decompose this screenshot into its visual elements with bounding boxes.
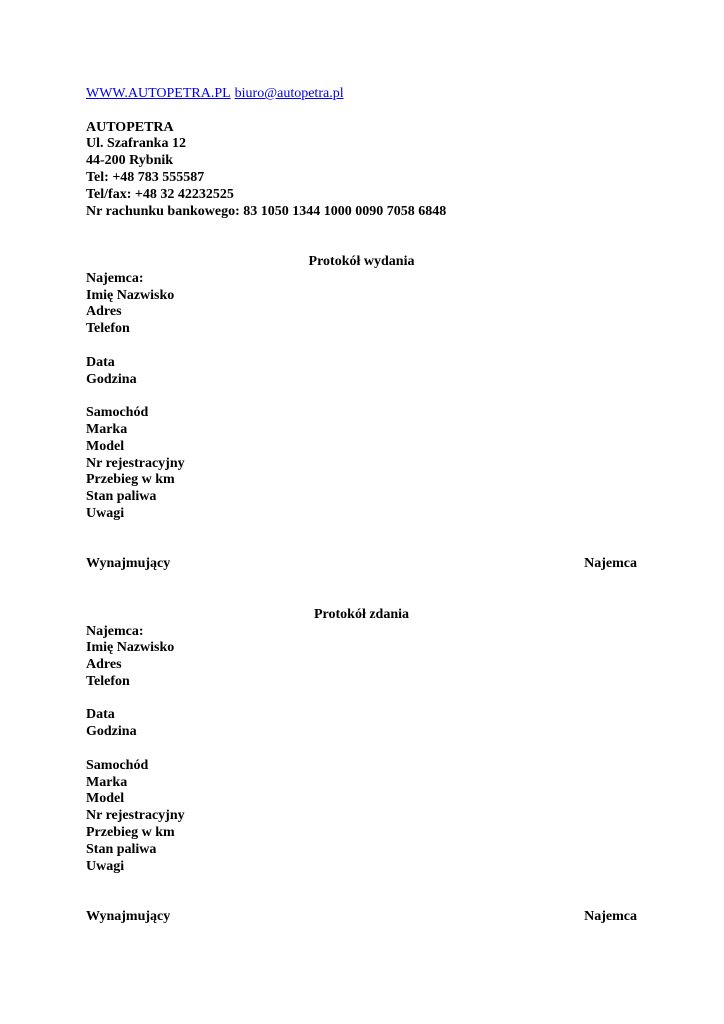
return-renter-signature-label: Najemca <box>584 909 637 925</box>
company-fax: Tel/fax: +48 32 42232525 <box>86 186 234 202</box>
return-protocol <box>86 607 637 926</box>
issue-phone-label: Telefon <box>86 321 130 337</box>
issue-protocol <box>86 254 637 573</box>
issue-lessor-signature-label: Wynajmujący <box>86 556 171 572</box>
company-phone: Tel: +48 783 555587 <box>86 169 205 185</box>
issue-address-label: Adres <box>86 304 122 320</box>
return-renter-label: Najemca: <box>86 623 144 639</box>
return-date-label: Data <box>86 707 115 723</box>
website-link[interactable]: WWW.AUTOPETRA.PL <box>86 86 231 101</box>
return-address-label: Adres <box>86 657 122 673</box>
issue-mileage-label: Przebieg w km <box>86 472 175 488</box>
issue-signature-row <box>86 556 637 573</box>
return-signature-row <box>86 909 637 926</box>
return-notes-label: Uwagi <box>86 858 125 874</box>
issue-protocol-title: Protokół wydania <box>308 253 415 269</box>
return-time-label: Godzina <box>86 724 137 740</box>
issue-notes-label: Uwagi <box>86 505 125 521</box>
issue-model-label: Model <box>86 438 125 454</box>
issue-registration-label: Nr rejestracyjny <box>86 455 185 471</box>
issue-renter-signature-label: Najemca <box>584 556 637 572</box>
return-car-label: Samochód <box>86 757 149 773</box>
return-make-label: Marka <box>86 774 128 790</box>
issue-date-label: Data <box>86 354 115 370</box>
return-protocol-title: Protokół zdania <box>313 606 410 622</box>
return-fuel-label: Stan paliwa <box>86 841 157 857</box>
issue-car-label: Samochód <box>86 405 149 421</box>
return-mileage-label: Przebieg w km <box>86 825 175 841</box>
return-model-label: Model <box>86 791 125 807</box>
return-lessor-signature-label: Wynajmujący <box>86 909 171 925</box>
return-name-label: Imię Nazwisko <box>86 640 175 656</box>
return-phone-label: Telefon <box>86 673 130 689</box>
issue-fuel-label: Stan paliwa <box>86 489 157 505</box>
company-city: 44-200 Rybnik <box>86 153 174 169</box>
header-links <box>86 86 637 103</box>
issue-name-label: Imię Nazwisko <box>86 287 175 303</box>
company-name: AUTOPETRA <box>86 119 174 135</box>
email-link[interactable]: biuro@autopetra.pl <box>234 86 344 101</box>
company-street: Ul. Szafranka 12 <box>86 136 186 152</box>
company-bank-account: Nr rachunku bankowego: 83 1050 1344 1000 0090 7058 6848 <box>86 203 447 219</box>
issue-renter-label: Najemca: <box>86 270 144 286</box>
document-page <box>86 86 637 926</box>
return-registration-label: Nr rejestracyjny <box>86 808 185 824</box>
issue-time-label: Godzina <box>86 371 137 387</box>
issue-make-label: Marka <box>86 421 128 437</box>
